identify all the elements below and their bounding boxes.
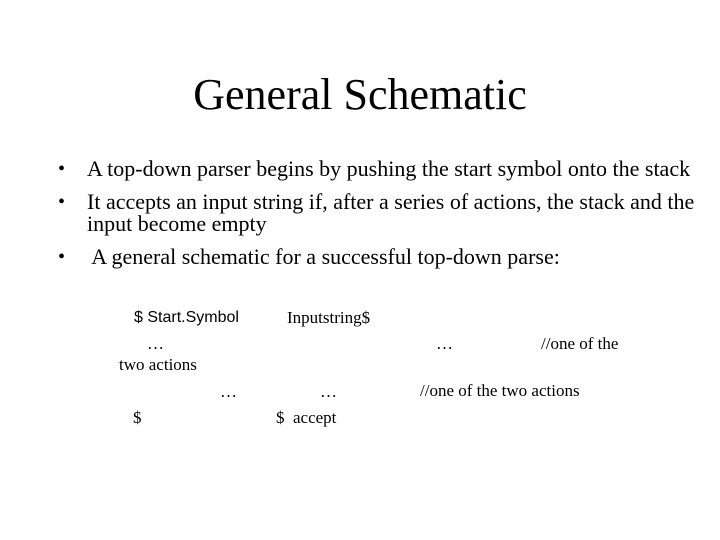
schematic-stack-ellipsis: … (220, 382, 237, 401)
bullet-text: It accepts an input string if, after a series of actions, the stack and the input become empty (87, 189, 695, 236)
bullet-icon: • (58, 191, 66, 213)
bullet-icon: • (58, 246, 66, 268)
schematic-stack-start: $ Start.Symbol (134, 309, 239, 326)
bullet-item (58, 246, 698, 268)
schematic-input-ellipsis: … (436, 334, 453, 353)
schematic-stack-ellipsis: … (147, 334, 164, 353)
bullet-list (58, 158, 698, 279)
schematic-comment: //one of the two actions (420, 381, 580, 400)
bullet-item (58, 158, 698, 180)
schematic-stack-end: $ (133, 408, 142, 427)
bullet-item (58, 191, 698, 235)
schematic-input-string: Inputstring$ (287, 308, 371, 327)
schematic-input-ellipsis: … (320, 382, 337, 401)
bullet-text: A general schematic for a successful top-down parse: (87, 244, 560, 269)
bullet-icon: • (58, 158, 66, 180)
schematic-comment-wrap: two actions (119, 355, 197, 374)
bullet-text: A top-down parser begins by pushing the start symbol onto the stack (87, 156, 691, 181)
slide-title: General Schematic (193, 70, 527, 119)
schematic-comment: //one of the (541, 334, 619, 353)
schematic-accept: $ accept (276, 408, 337, 427)
